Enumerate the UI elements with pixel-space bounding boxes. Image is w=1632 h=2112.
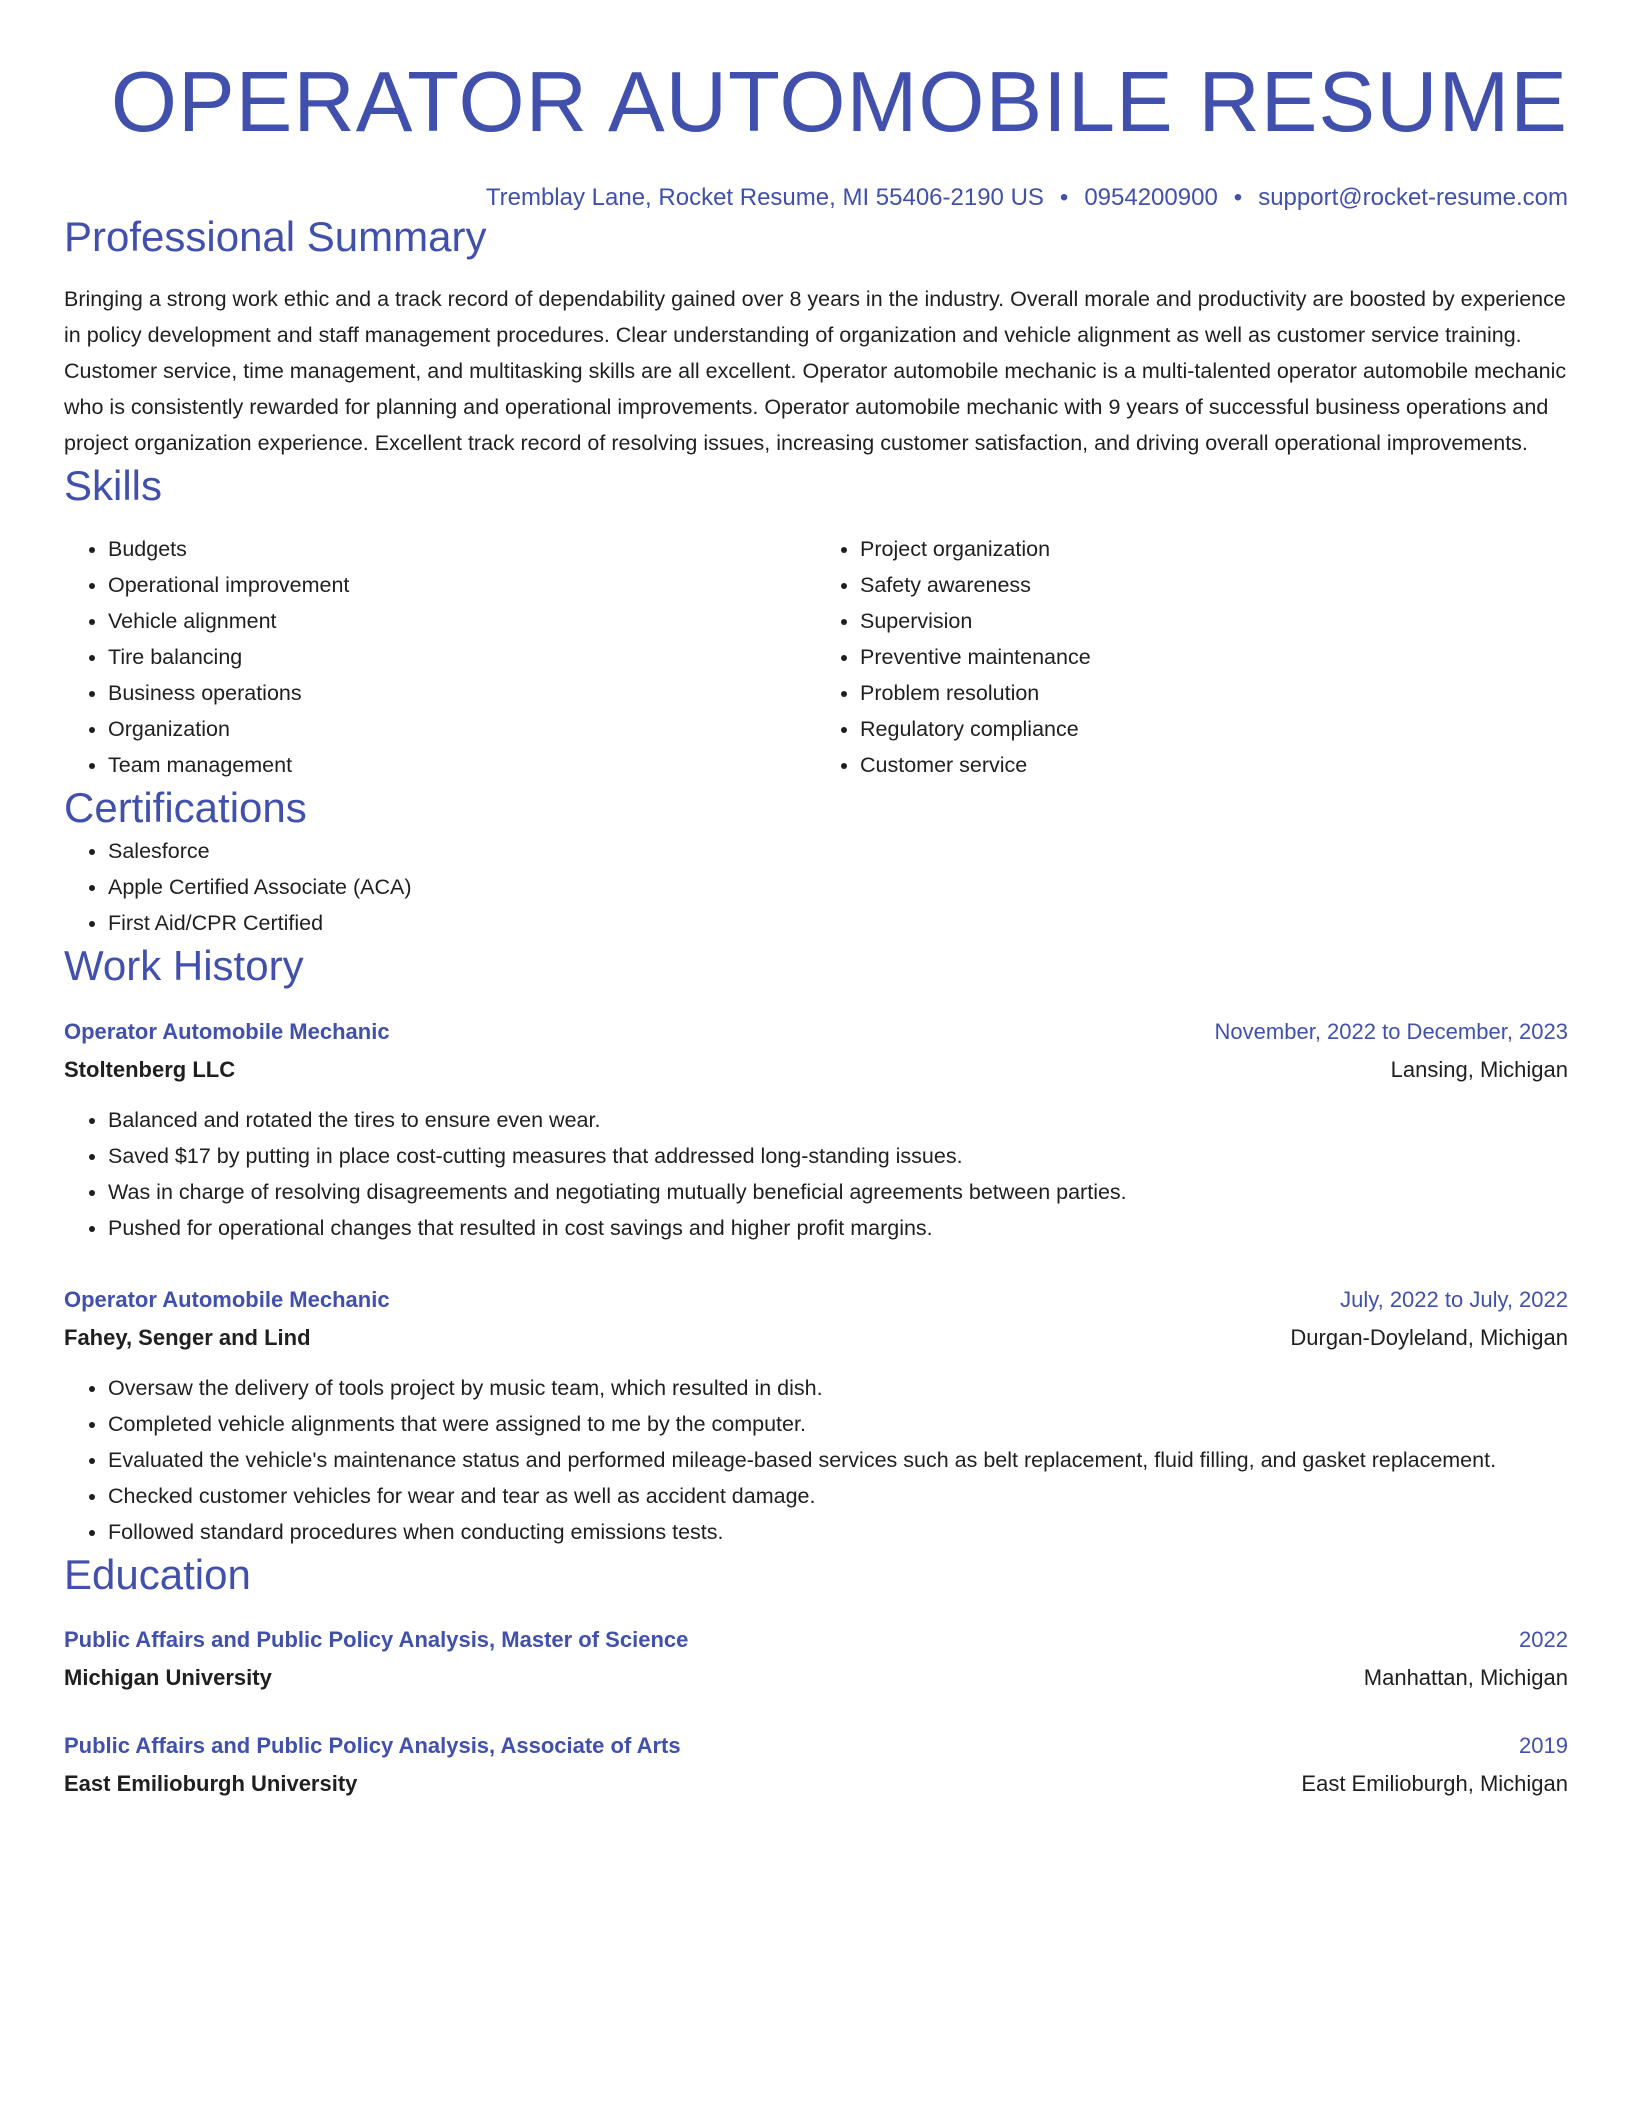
skill-item: • Team management [108,747,816,783]
skill-item: • Business operations [108,675,816,711]
skill-item: • Safety awareness [860,567,1568,603]
certification-item: • First Aid/CPR Certified [108,905,1568,941]
skill-item: • Customer service [860,747,1568,783]
skill-item: • Budgets [108,531,816,567]
job-duty-item: • Checked customer vehicles for wear and tear as well as accident damage. [108,1478,1568,1514]
job-duty-item: • Pushed for operational changes that resulted in cost savings and higher profit margins. [108,1210,1568,1246]
skill-item: • Problem resolution [860,675,1568,711]
skill-item: • Regulatory compliance [860,711,1568,747]
job-dates: July, 2022 to July, 2022 [1340,1286,1568,1312]
skill-item: • Organization [108,711,816,747]
job-company-row [64,1050,1568,1090]
education-year: 2019 [1519,1733,1568,1759]
job-title-row [64,1014,1568,1050]
certifications-heading: Certifications [64,784,307,832]
certification-item: • Apple Certified Associate (ACA) [108,869,1568,905]
job-duty-item: • Followed standard procedures when conducting emissions tests. [108,1514,1568,1550]
skills-grid [64,531,1568,783]
skills-list-left [64,531,816,783]
summary-heading: Professional Summary [64,213,487,261]
skill-item: • Vehicle alignment [108,603,816,639]
contact-line [64,184,1568,213]
skill-item: • Operational improvement [108,567,816,603]
skills-list-right [816,531,1568,783]
job-location: Lansing, Michigan [1390,1056,1568,1082]
contact-email[interactable]: support@rocket-resume.com [1258,183,1568,211]
job-duty-item: • Was in charge of resolving disagreements and negotiating mutually beneficial agreements between parties. [108,1174,1568,1210]
education-degree: Public Affairs and Public Policy Analysis, Associate of Arts [64,1733,681,1759]
summary-text: Bringing a strong work ethic and a track record of dependability gained over 8 years in the industry. Overall morale and productivity are boosted by experience in policy development and staff management procedures. Clear understanding of organization and vehicle alignment as well as customer service training. Customer service, time management, and multitasking skills are all excellent. Operator automobile mechanic is a multi-talented operator automobile mechanic who is consistently rewarded for planning and operational improvements. Operator automobile mechanic with 9 years of successful business operations and project organization experience. Excellent track record of resolving issues, increasing customer satisfaction, and driving overall operational improvements. [64,286,1567,455]
contact-phone[interactable]: 0954200900 [1084,183,1218,211]
education-location: Manhattan, Michigan [1363,1665,1568,1691]
job-entry [64,1282,1568,1550]
skills-heading: Skills [64,461,163,509]
job-duty-item: • Completed vehicle alignments that were assigned to me by the computer. [108,1406,1568,1442]
contact-address: Tremblay Lane, Rocket Resume, MI 55406-2190 US [485,183,1044,211]
contact-separator: • [1233,183,1243,211]
certification-item: • Salesforce [108,833,1568,869]
work-history-heading: Work History [64,942,304,990]
education-school-row [64,1764,1568,1804]
skill-item: • Tire balancing [108,639,816,675]
job-title: Operator Automobile Mechanic [64,1286,390,1312]
skill-item: • Project organization [860,531,1568,567]
job-title-row [64,1282,1568,1318]
contact-separator: • [1059,183,1069,211]
education-degree-row [64,1622,1568,1658]
job-company: Stoltenberg LLC [64,1056,236,1082]
job-company: Fahey, Senger and Lind [64,1324,311,1350]
education-school-row [64,1658,1568,1698]
job-duty-item: • Oversaw the delivery of tools project by music team, which resulted in dish. [108,1370,1568,1406]
job-company-row [64,1318,1568,1358]
education-degree-row [64,1728,1568,1764]
education-year: 2022 [1519,1627,1568,1653]
education-school: Michigan University [64,1665,272,1691]
resume-header [64,56,1568,212]
education-school: East Emilioburgh University [64,1771,358,1797]
education-degree: Public Affairs and Public Policy Analysis, Master of Science [64,1627,689,1653]
job-entry [64,1014,1568,1246]
resume-name: OPERATOR AUTOMOBILE RESUME [110,55,1568,150]
skill-item: • Preventive maintenance [860,639,1568,675]
job-duty-item: • Evaluated the vehicle's maintenance status and performed mileage-based services such as belt replacement, fluid filling, and gasket replacement. [108,1442,1568,1478]
job-duty-item: • Balanced and rotated the tires to ensure even wear. [108,1102,1568,1138]
education-entry [64,1728,1568,1804]
job-duty-item: • Saved $17 by putting in place cost-cutting measures that addressed long-standing issues. [108,1138,1568,1174]
job-duties-list [64,1102,1568,1246]
education-heading: Education [64,1550,251,1598]
job-duties-list [64,1370,1568,1550]
skill-item: • Supervision [860,603,1568,639]
job-location: Durgan-Doyleland, Michigan [1290,1324,1568,1350]
certifications-list [64,833,1568,941]
education-entry [64,1622,1568,1698]
job-dates: November, 2022 to December, 2023 [1214,1018,1568,1044]
job-title: Operator Automobile Mechanic [64,1018,390,1044]
education-location: East Emilioburgh, Michigan [1301,1771,1568,1797]
